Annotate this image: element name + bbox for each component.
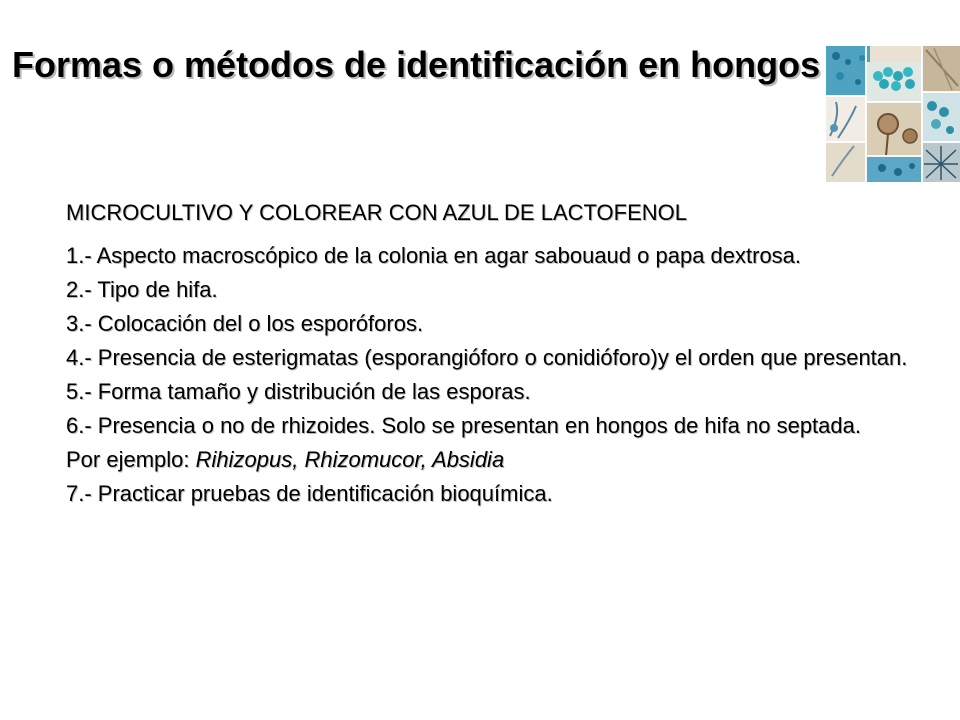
- criterion-item-2: 2.- Tipo de hifa.: [66, 277, 218, 302]
- slide-body: [66, 200, 926, 515]
- example-prefix: Por ejemplo:: [66, 447, 196, 472]
- example-line: [66, 447, 926, 472]
- fungal-microscopy-collage-image: [826, 46, 960, 182]
- slide-title: Formas o métodos de identificación en hongos: [12, 44, 821, 85]
- criterion-item-6: 6.- Presencia o no de rhizoides. Solo se presentan en hongos de hifa no septada.: [66, 413, 861, 438]
- criterion-item-3: 3.- Colocación del o los esporóforos.: [66, 311, 424, 336]
- method-heading: MICROCULTIVO Y COLOREAR CON AZUL DE LACTOFENOL: [66, 200, 688, 225]
- criterion-item-4: 4.- Presencia de esterigmatas (esporangióforo o conidióforo)y el orden que presentan.: [66, 345, 908, 370]
- criterion-item-1: 1.- Aspecto macroscópico de la colonia en agar sabouaud o papa dextrosa.: [66, 243, 802, 268]
- criterion-item-5: 5.- Forma tamaño y distribución de las esporas.: [66, 379, 531, 404]
- example-genera: Rihizopus, Rhizomucor, Absidia: [195, 447, 505, 472]
- criterion-item-7: 7.- Practicar pruebas de identificación bioquímica.: [66, 481, 553, 506]
